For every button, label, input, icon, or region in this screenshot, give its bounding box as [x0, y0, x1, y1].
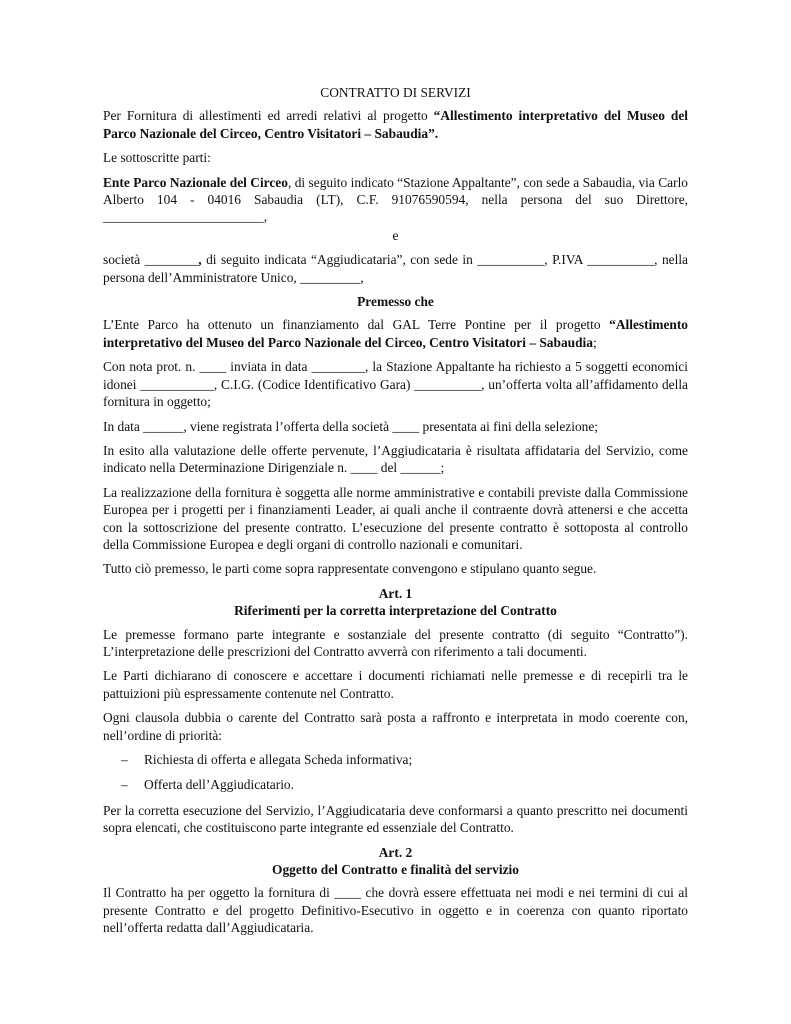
document-page — [103, 84, 688, 944]
document-title: CONTRATTO DI SERVIZI — [320, 85, 471, 100]
premessa-1-text: L’Ente Parco ha ottenuto un finanziamento dal GAL Terre Pontine per il progetto — [103, 317, 610, 333]
intro-text: Per Fornitura di allestimenti ed arredi relativi al progetto — [103, 108, 434, 124]
premessa-1-end: ; — [592, 334, 597, 350]
premessa-4: In esito alla valutazione delle offerte pervenute, l’Aggiudicataria è risultata affidataria del Servizio, come indicato nella Determinazione Dirigenziale n. ____ del ______; — [103, 442, 688, 476]
societa-comma: , — [198, 252, 202, 268]
art1-title: Riferimenti per la corretta interpretazione del Contratto — [234, 603, 557, 619]
art1-number: Art. 1 — [378, 585, 413, 601]
ente-name: Ente Parco Nazionale del Circeo — [103, 174, 288, 190]
list-item — [121, 776, 688, 793]
societa-label: società ________ — [103, 252, 199, 268]
premessa-1-project: “Allestimento interpretativo del Museo del Parco Nazionale del Circeo, Centro Visitatori – Sabaudia — [103, 317, 688, 350]
ente-paragraph — [103, 174, 688, 226]
art1-paragraph-1: Le premesse formano parte integrante e sostanziale del presente contratto (di seguito “Contratto”). L’interpretazione delle prescrizioni del Contratto avverrà con riferimento a tali documenti. — [103, 626, 688, 659]
and-separator: e — [392, 227, 399, 243]
premessa-5: La realizzazione della fornitura è soggetta alle norme amministrative e contabili previste dalla Commissione Europea per i progetti per i finanziamenti Leader, ai quali anche il contraente dovrà attenersi e che accetta con la sottoscrizione del presente contratto. L’esecuzione del presente contratto è sottoposta al controllo della Commissione Europea e degli organi di controllo nazionali e comunitari. — [103, 484, 688, 552]
premesso-heading: Premesso che — [357, 294, 434, 310]
art2-title: Oggetto del Contratto e finalità del servizio — [272, 862, 519, 878]
bullet-dash: – — [121, 777, 128, 793]
art2-number: Art. 2 — [378, 844, 413, 860]
societa-details: di seguito indicata “Aggiudicataria”, con sede in __________, P.IVA __________, nella persona dell’Amministratore Unico, _________, — [103, 252, 688, 285]
list-item-text: Richiesta di offerta e allegata Scheda informativa; — [144, 752, 413, 767]
premessa-1 — [103, 316, 688, 351]
art1-paragraph-4: Per la corretta esecuzione del Servizio, l’Aggiudicataria deve conformarsi a quanto prescritto nei documenti sopra elencati, che costituiscono parte integrante ed essenziale del Contratto. — [103, 802, 688, 836]
ente-details: , di seguito indicato “Stazione Appaltante”, con sede a Sabaudia, via Carlo Alberto 104 - 04016 Sabaudia (LT), C.F. 91076590594, nella persona del suo Direttore, ________________________, — [103, 174, 688, 225]
societa-paragraph — [103, 251, 688, 286]
art1-paragraph-2: Le Parti dichiarano di conoscere e accettare i documenti richiamati nelle premesse e di recepirli tra le pattuizioni più espressamente contenute nel Contratto. — [103, 668, 688, 701]
list-item-text: Offerta dell’Aggiudicatario. — [144, 777, 294, 793]
premessa-6: Tutto ciò premesso, le parti come sopra rappresentate convengono e stipulano quanto segue. — [103, 561, 597, 577]
art1-paragraph-3: Ogni clausola dubbia o carente del Contratto sarà posta a raffronto e interpretata in modo coerente con, nell’ordine di priorità: — [103, 710, 688, 743]
list-item — [121, 751, 688, 768]
project-title: “Allestimento interpretativo del Museo del Parco Nazionale del Circeo, Centro Visitatori – Sabaudia”. — [103, 108, 689, 141]
premessa-3: In data ______, viene registrata l’offerta della società ____ presentata ai fini della selezione; — [103, 418, 599, 434]
bullet-dash: – — [121, 752, 128, 767]
premessa-2: Con nota prot. n. ____ inviata in data ________, la Stazione Appaltante ha richiesto a 5 soggetti economici idonei ___________, C.I.G. (Codice Identificativo Gara) __________, un’offerta volta all’affidamento della fornitura in oggetto; — [103, 359, 688, 410]
art2-paragraph-1: Il Contratto ha per oggetto la fornitura di ____ che dovrà essere effettuata nei modi e nei termini di cui al presente Contratto e del progetto Definitivo-Esecutivo in oggetto e in coerenza con quanto riportato nell’offerta redatta dall’Aggiudicataria. — [103, 885, 688, 936]
intro-paragraph — [103, 107, 688, 142]
parties-label: Le sottoscritte parti: — [103, 150, 211, 166]
